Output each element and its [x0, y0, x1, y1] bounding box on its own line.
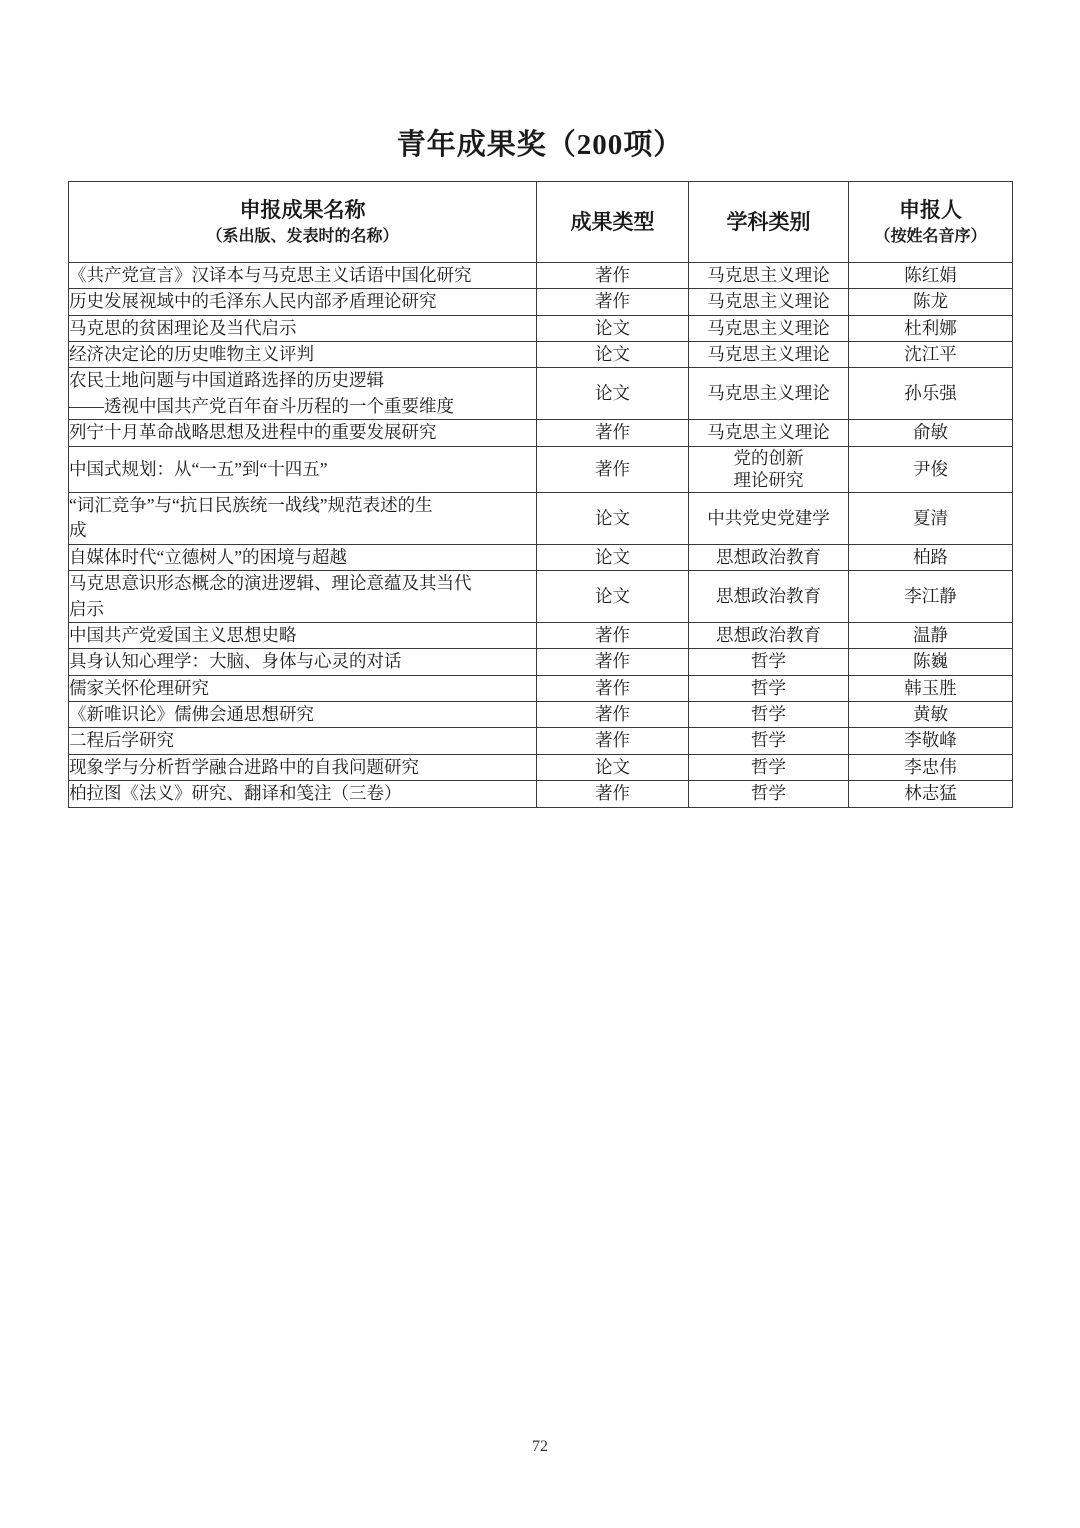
- cell-subject-category: 中共党史党建学: [689, 493, 849, 545]
- column-header-achievement-name-sub: （系出版、发表时的名称）: [206, 228, 399, 246]
- column-header-applicant-sub: （按姓名音序）: [874, 228, 987, 246]
- cell-achievement-name: [69, 675, 537, 701]
- cell-achievement-type: 论文: [537, 544, 689, 570]
- cell-applicant: 沈江平: [849, 342, 1013, 368]
- cell-achievement-name: [69, 289, 537, 315]
- achievement-name-line1: 儒家关怀伦理研究: [69, 677, 209, 698]
- achievement-name-line1: 二程后学研究: [69, 730, 174, 751]
- achievement-name-line1: 马克思的贫困理论及当代启示: [69, 317, 297, 338]
- column-header-achievement-type: 成果类型: [537, 182, 689, 263]
- achievement-name-line2: 成: [69, 520, 87, 541]
- table-row: [69, 754, 1013, 780]
- achievement-name-line2: ——透视中国共产党百年奋斗历程的一个重要维度: [69, 395, 454, 416]
- cell-achievement-type: 论文: [537, 754, 689, 780]
- table-header: [69, 182, 1013, 263]
- cell-applicant: 温静: [849, 622, 1013, 648]
- cell-subject-category: 哲学: [689, 702, 849, 728]
- subject-line2: 理论研究: [733, 470, 804, 491]
- subject-line1: 党的创新: [733, 447, 804, 468]
- column-header-applicant: [849, 182, 1013, 263]
- achievement-name-line1: 列宁十月革命战略思想及进程中的重要发展研究: [69, 422, 437, 443]
- table-row: [69, 571, 1013, 623]
- achievement-name-line1: 现象学与分析哲学融合进路中的自我问题研究: [69, 756, 419, 777]
- cell-subject-category: 思想政治教育: [689, 544, 849, 570]
- cell-achievement-type: 著作: [537, 675, 689, 701]
- cell-achievement-name: [69, 781, 537, 807]
- cell-achievement-name: [69, 728, 537, 754]
- table-row: [69, 781, 1013, 807]
- cell-achievement-type: 论文: [537, 315, 689, 341]
- cell-achievement-type: 论文: [537, 493, 689, 545]
- cell-subject-category: 马克思主义理论: [689, 289, 849, 315]
- cell-achievement-name: [69, 420, 537, 446]
- table-row: [69, 649, 1013, 675]
- cell-achievement-type: 论文: [537, 571, 689, 623]
- cell-applicant: 尹俊: [849, 446, 1013, 493]
- table-body: [69, 262, 1013, 807]
- cell-subject-category: 哲学: [689, 728, 849, 754]
- cell-applicant: 黄敏: [849, 702, 1013, 728]
- cell-achievement-type: 论文: [537, 342, 689, 368]
- cell-subject-category: 哲学: [689, 781, 849, 807]
- cell-subject-category: 思想政治教育: [689, 571, 849, 623]
- achievement-name-line1: 马克思意识形态概念的演进逻辑、理论意蕴及其当代: [69, 573, 472, 594]
- table-row: [69, 728, 1013, 754]
- cell-subject-category: 马克思主义理论: [689, 262, 849, 288]
- achievement-name-line1: 中国式规划：从“一五”到“十四五”: [69, 458, 328, 479]
- table-row: [69, 493, 1013, 545]
- achievement-name-line1: 历史发展视域中的毛泽东人民内部矛盾理论研究: [69, 291, 437, 312]
- achievement-name-line1: 经济决定论的历史唯物主义评判: [69, 344, 314, 365]
- column-header-subject-category: 学科类别: [689, 182, 849, 263]
- cell-achievement-name: [69, 571, 537, 623]
- cell-achievement-name: [69, 315, 537, 341]
- table-row: [69, 446, 1013, 493]
- cell-achievement-name: [69, 342, 537, 368]
- cell-subject-category: 马克思主义理论: [689, 368, 849, 420]
- achievement-name-line1: 《共产党宣言》汉译本与马克思主义话语中国化研究: [69, 264, 472, 285]
- cell-achievement-name: [69, 754, 537, 780]
- cell-achievement-type: 著作: [537, 446, 689, 493]
- table-row: [69, 368, 1013, 420]
- cell-achievement-type: 著作: [537, 649, 689, 675]
- cell-applicant: 韩玉胜: [849, 675, 1013, 701]
- table-row: [69, 675, 1013, 701]
- cell-applicant: 柏路: [849, 544, 1013, 570]
- table-header-row: [69, 182, 1013, 263]
- cell-achievement-name: [69, 622, 537, 648]
- award-table: [68, 181, 1013, 808]
- cell-applicant: 夏清: [849, 493, 1013, 545]
- cell-subject-category: 马克思主义理论: [689, 315, 849, 341]
- cell-applicant: 陈红娟: [849, 262, 1013, 288]
- table-row: [69, 315, 1013, 341]
- achievement-name-line2: 启示: [69, 598, 104, 619]
- cell-achievement-type: 论文: [537, 368, 689, 420]
- cell-achievement-type: 著作: [537, 622, 689, 648]
- table-row: [69, 342, 1013, 368]
- achievement-name-line1: 具身认知心理学：大脑、身体与心灵的对话: [69, 651, 402, 672]
- cell-subject-category: 马克思主义理论: [689, 342, 849, 368]
- column-header-achievement-name: [69, 182, 537, 263]
- cell-achievement-type: 著作: [537, 420, 689, 446]
- cell-achievement-name: [69, 649, 537, 675]
- cell-applicant: 林志猛: [849, 781, 1013, 807]
- cell-achievement-type: 著作: [537, 289, 689, 315]
- cell-achievement-name: [69, 544, 537, 570]
- achievement-name-line1: 中国共产党爱国主义思想史略: [69, 624, 297, 645]
- cell-subject-category: 马克思主义理论: [689, 420, 849, 446]
- cell-achievement-name: [69, 702, 537, 728]
- column-header-achievement-name-main: 申报成果名称: [239, 198, 366, 222]
- cell-subject-category: [689, 446, 849, 493]
- table-row: [69, 289, 1013, 315]
- cell-applicant: 杜利娜: [849, 315, 1013, 341]
- cell-achievement-name: [69, 368, 537, 420]
- table-row: [69, 262, 1013, 288]
- achievement-name-line1: 《新唯识论》儒佛会通思想研究: [69, 704, 314, 725]
- page-number: 72: [532, 1438, 548, 1455]
- cell-subject-category: 哲学: [689, 649, 849, 675]
- achievement-name-line1: 柏拉图《法义》研究、翻译和笺注（三卷）: [69, 783, 402, 804]
- cell-achievement-name: [69, 493, 537, 545]
- cell-subject-category: 哲学: [689, 675, 849, 701]
- table-row: [69, 420, 1013, 446]
- cell-applicant: 李敬峰: [849, 728, 1013, 754]
- page-title: 青年成果奖（200项）: [396, 129, 684, 161]
- cell-subject-category: 哲学: [689, 754, 849, 780]
- cell-achievement-name: [69, 446, 537, 493]
- table-row: [69, 622, 1013, 648]
- achievement-name-line1: 农民土地问题与中国道路选择的历史逻辑: [69, 370, 384, 391]
- cell-achievement-type: 著作: [537, 702, 689, 728]
- cell-applicant: 陈巍: [849, 649, 1013, 675]
- cell-achievement-type: 著作: [537, 728, 689, 754]
- cell-applicant: 李江静: [849, 571, 1013, 623]
- cell-applicant: 俞敏: [849, 420, 1013, 446]
- table-row: [69, 702, 1013, 728]
- cell-achievement-type: 著作: [537, 781, 689, 807]
- cell-applicant: 孙乐强: [849, 368, 1013, 420]
- cell-achievement-name: [69, 262, 537, 288]
- cell-applicant: 李忠伟: [849, 754, 1013, 780]
- achievement-name-line1: 自媒体时代“立德树人”的困境与超越: [69, 546, 348, 567]
- cell-applicant: 陈龙: [849, 289, 1013, 315]
- column-header-applicant-main: 申报人: [899, 198, 962, 222]
- cell-subject-category: 思想政治教育: [689, 622, 849, 648]
- table-row: [69, 544, 1013, 570]
- cell-achievement-type: 著作: [537, 262, 689, 288]
- award-table-container: [68, 181, 1012, 808]
- achievement-name-line1: “词汇竞争”与“抗日民族统一战线”规范表述的生: [69, 495, 433, 516]
